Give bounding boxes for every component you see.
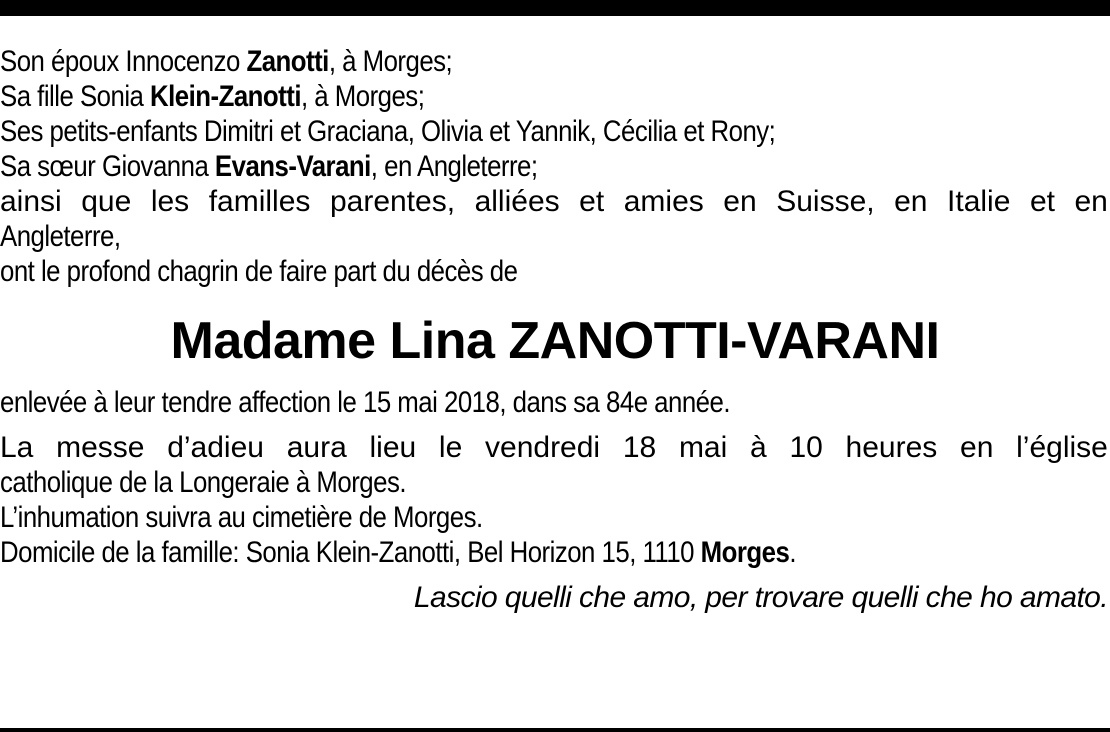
justified-word: 10 — [789, 431, 823, 464]
mass-line — [0, 430, 1108, 465]
mass-continuation: catholique de la Longeraie à Morges. — [0, 466, 406, 499]
justified-word: et — [1029, 185, 1055, 218]
announcement-line: ont le profond chagrin de faire part du décès de — [0, 255, 518, 288]
daughter-line — [0, 79, 955, 114]
sister-line — [0, 149, 955, 184]
justified-word: et — [579, 185, 605, 218]
top-rule — [0, 0, 1110, 16]
justified-word: aura — [286, 431, 347, 464]
justified-word: vendredi — [485, 431, 601, 464]
justified-word: que — [81, 185, 132, 218]
justified-word: ainsi — [0, 185, 62, 218]
bottom-rule — [0, 728, 1110, 732]
justified-word: alliées — [474, 185, 560, 218]
relatives-line — [0, 184, 1108, 219]
domicile-city: Morges — [700, 536, 790, 569]
justified-word: heures — [845, 431, 938, 464]
justified-word: Suisse, — [776, 185, 875, 218]
justified-word: amies — [623, 185, 704, 218]
justified-word: La — [0, 431, 34, 464]
obituary-notice — [0, 44, 1110, 615]
justified-word: en — [960, 431, 994, 464]
justified-word: à — [750, 431, 767, 464]
justified-word: en — [894, 185, 928, 218]
domicile-prefix: Domicile de la famille: Sonia Klein-Zanotti, Bel Horizon 15, 1110 — [0, 536, 701, 569]
justified-word: messe — [56, 431, 145, 464]
domicile-suffix: . — [789, 536, 796, 569]
justified-word: les — [150, 185, 190, 218]
justified-word: Italie — [947, 185, 1011, 218]
relatives-continuation: Angleterre, — [0, 220, 121, 253]
deceased-name: Madame Lina ZANOTTI-VARANI — [170, 312, 940, 370]
justified-word: familles — [208, 185, 311, 218]
sister-surname: Evans-Varani — [214, 150, 371, 183]
justified-word: lieu — [369, 431, 417, 464]
justified-word: le — [438, 431, 463, 464]
sister-prefix: Sa sœur Giovanna — [0, 150, 215, 183]
spouse-line — [0, 44, 955, 79]
closing-quote: Lascio quelli che amo, per trovare quelli che ho amato. — [413, 581, 1108, 614]
daughter-surname: Klein-Zanotti — [150, 80, 301, 113]
passing-line: enlevée à leur tendre affection le 15 mai 2018, dans sa 84e année. — [0, 386, 731, 419]
burial-line: L’inhumation suivra au cimetière de Morges. — [0, 501, 483, 534]
spouse-surname: Zanotti — [246, 45, 329, 78]
spouse-suffix: , à Morges; — [328, 45, 453, 78]
sister-suffix: , en Angleterre; — [370, 150, 538, 183]
daughter-suffix: , à Morges; — [300, 80, 425, 113]
justified-word: en — [1074, 185, 1108, 218]
daughter-prefix: Sa fille Sonia — [0, 80, 151, 113]
justified-word: en — [723, 185, 757, 218]
justified-word: mai — [678, 431, 728, 464]
domicile-line — [0, 535, 955, 570]
spouse-prefix: Son époux Innocenzo — [0, 45, 247, 78]
justified-word: d’adieu — [167, 431, 264, 464]
grandchildren-line: Ses petits-enfants Dimitri et Graciana, Olivia et Yannik, Cécilia et Rony; — [0, 115, 776, 148]
justified-word: 18 — [622, 431, 657, 464]
justified-word: l’église — [1016, 431, 1108, 464]
justified-word: parentes, — [329, 185, 456, 218]
